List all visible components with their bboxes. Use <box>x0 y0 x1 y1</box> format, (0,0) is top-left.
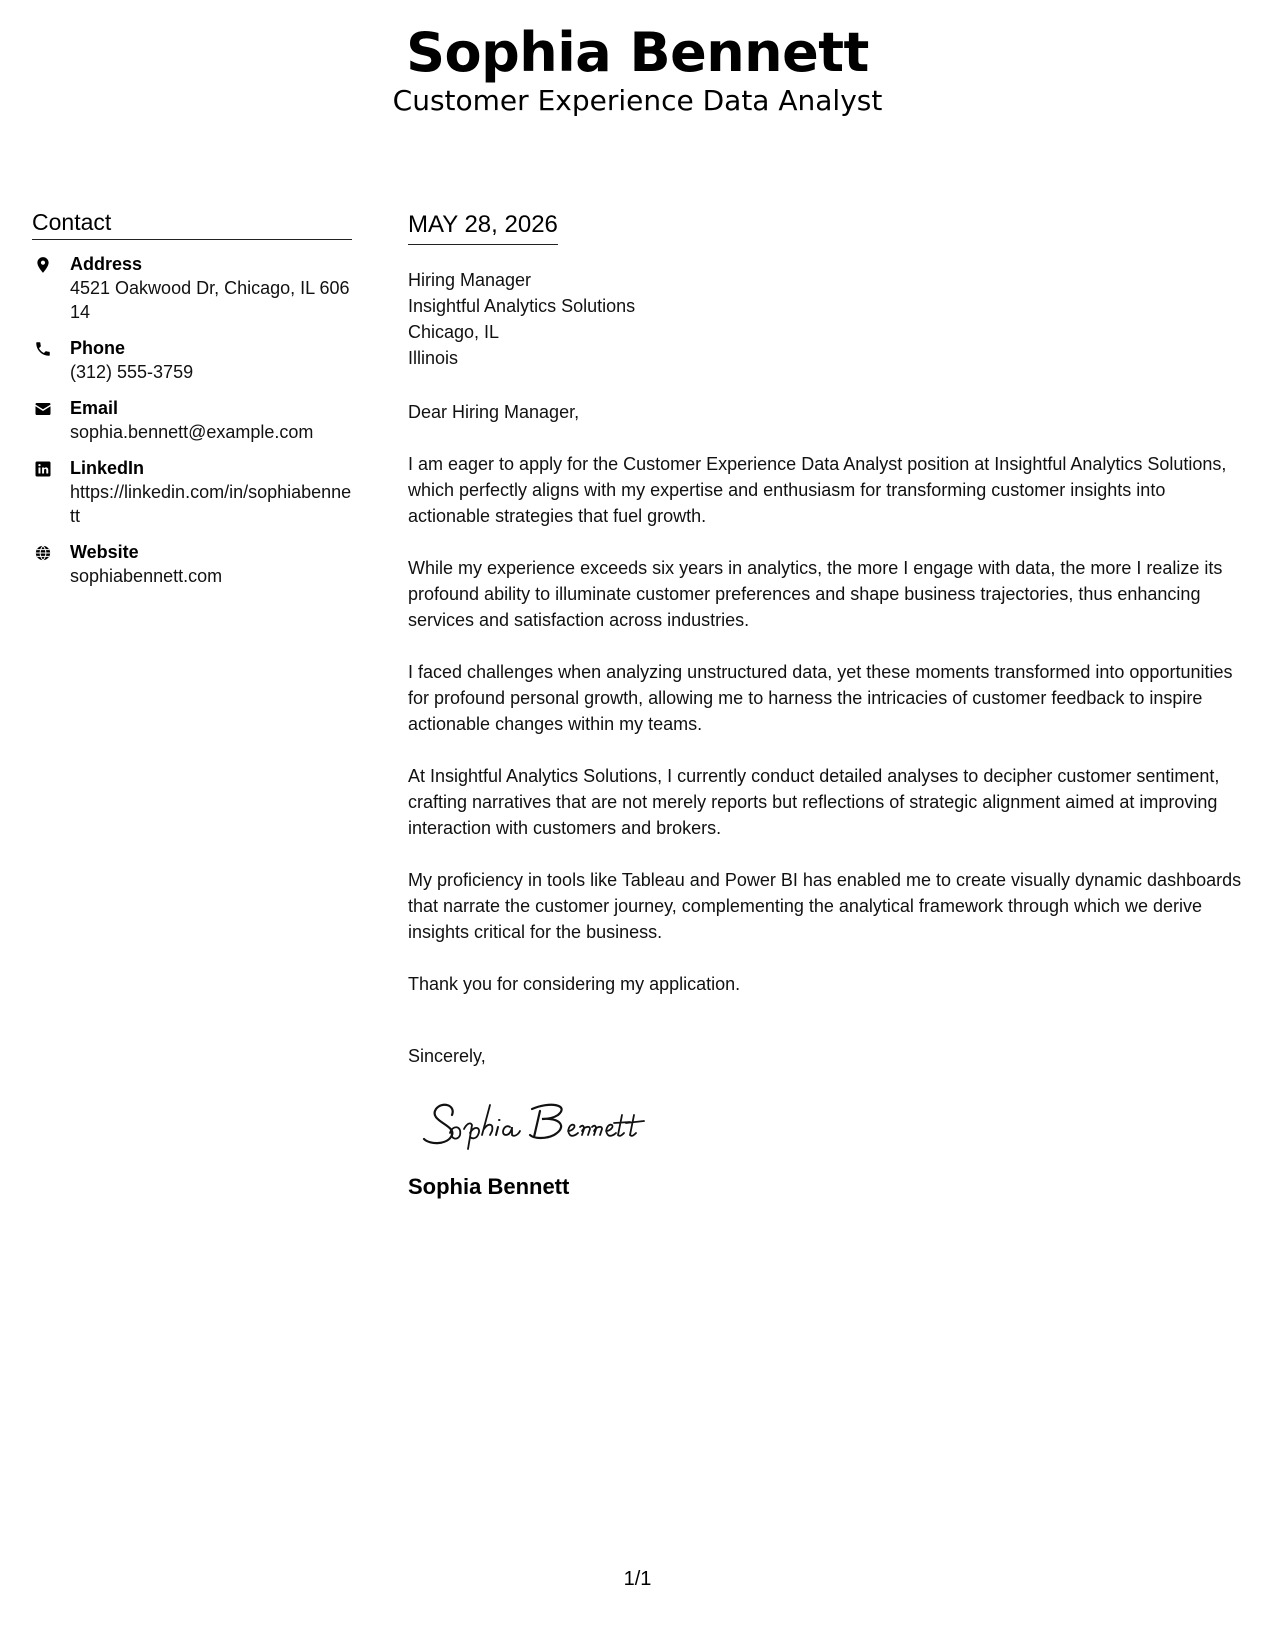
phone-icon <box>32 338 54 360</box>
contact-item-website <box>32 540 352 588</box>
recipient-line: Chicago, IL <box>408 322 500 342</box>
letter-header <box>0 22 1275 118</box>
recipient-line: Insightful Analytics Solutions <box>408 296 636 316</box>
location-pin-icon <box>32 254 54 276</box>
body-paragraph: Thank you for considering my application. <box>408 974 741 994</box>
closing: Sincerely, <box>408 1046 486 1066</box>
body-paragraph: While my experience exceeds six years in analytics, the more I engage with data, the more I realize its profound ability to illuminate customer preferences and shape business trajectories, thus enhancing services and satisfaction across industries. <box>408 558 1223 630</box>
page-number: 1/1 <box>623 1568 652 1590</box>
envelope-icon <box>32 398 54 420</box>
website-value: sophiabennett.com <box>70 566 223 586</box>
contact-label: LinkedIn <box>70 458 145 478</box>
handwritten-signature <box>420 1095 660 1155</box>
contact-item-phone <box>32 336 352 384</box>
contact-item-address <box>32 252 352 324</box>
recipient-line: Hiring Manager <box>408 270 532 290</box>
letter-date: MAY 28, 2026 <box>408 210 558 245</box>
contact-sidebar <box>32 208 352 600</box>
email-value: sophia.bennett@example.com <box>70 422 314 442</box>
body-paragraph: My proficiency in tools like Tableau and Power BI has enabled me to create visually dynamic dashboards that narrate the customer journey, complementing the analytical framework through which we derive insights critical for the business. <box>408 870 1242 942</box>
signer-name: Sophia Bennett <box>408 1174 570 1199</box>
address-value: 4521 Oakwood Dr, Chicago, IL 60614 <box>70 278 350 322</box>
salutation: Dear Hiring Manager, <box>408 402 580 422</box>
contact-item-linkedin <box>32 456 352 528</box>
linkedin-icon <box>32 458 54 480</box>
contact-item-email <box>32 396 352 444</box>
contact-label: Website <box>70 542 139 562</box>
body-paragraph: At Insightful Analytics Solutions, I currently conduct detailed analyses to decipher customer sentiment, crafting narratives that are not merely reports but reflections of strategic alignment aimed at improving interaction with customers and brokers. <box>408 766 1220 838</box>
applicant-title: Customer Experience Data Analyst <box>392 84 883 117</box>
body-paragraph: I am eager to apply for the Customer Experience Data Analyst position at Insightful Analytics Solutions, which perfectly aligns with my expertise and enthusiasm for transforming customer insights into actionable strategies that fuel growth. <box>408 454 1227 526</box>
phone-value: (312) 555-3759 <box>70 362 194 382</box>
body-paragraph: I faced challenges when analyzing unstructured data, yet these moments transformed into opportunities for profound personal growth, allowing me to harness the intricacies of customer feedback to inspire actionable changes within my teams. <box>408 662 1233 734</box>
globe-icon <box>32 542 54 564</box>
contact-heading: Contact <box>32 208 352 240</box>
contact-label: Phone <box>70 338 126 358</box>
contact-label: Email <box>70 398 119 418</box>
linkedin-value: https://linkedin.com/in/sophiabennett <box>70 482 352 526</box>
applicant-name: Sophia Bennett <box>406 21 869 84</box>
letter-body <box>408 210 1250 1201</box>
contact-label: Address <box>70 254 143 274</box>
recipient-line: Illinois <box>408 348 459 368</box>
recipient-block <box>408 267 1250 371</box>
